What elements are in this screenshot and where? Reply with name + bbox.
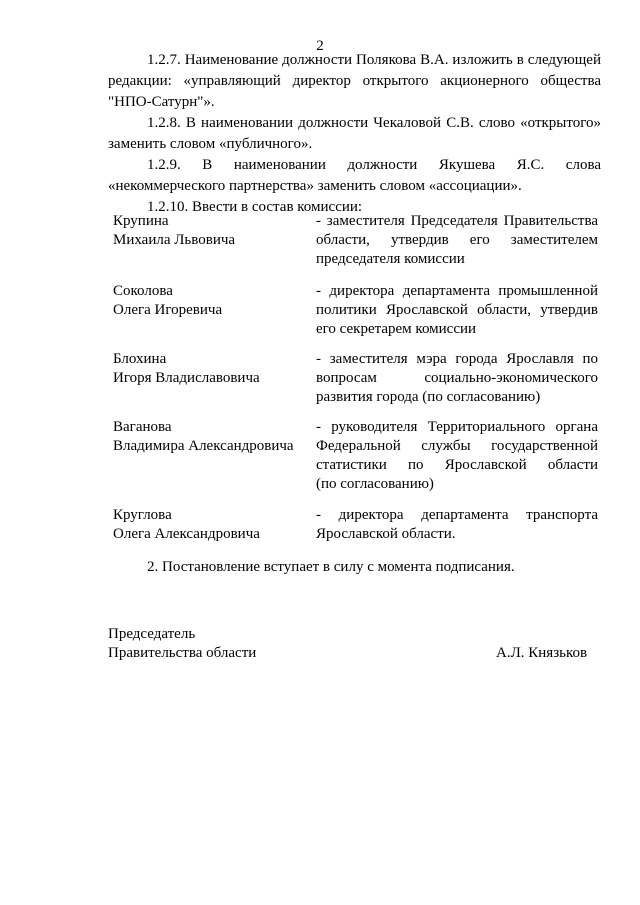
signature-title-line: Председатель — [108, 626, 196, 642]
role-line: его секретарем комиссии — [316, 321, 477, 337]
member-given-name: Владимира Александровича — [113, 438, 294, 454]
member-name — [113, 350, 303, 388]
role-line: политики Ярославской области, утвердив — [316, 302, 598, 318]
member-surname: Крупина — [113, 213, 169, 229]
member-given-name: Игоря Владиславовича — [113, 370, 260, 386]
clause-line: редакции: «управляющий директор открытого акционерного общества — [108, 73, 601, 89]
member-name — [113, 282, 303, 320]
member-name — [113, 506, 303, 544]
role-line: - заместителя мэра города Ярославля по — [316, 351, 598, 367]
signature-title — [108, 625, 256, 663]
clause-line: «некоммерческого партнерства» заменить словом «ассоциации». — [108, 178, 522, 194]
member-given-name: Михаила Львовича — [113, 232, 236, 248]
clause-line: 1.2.8. В наименовании должности Чекаловой С.В. слово «открытого» — [147, 115, 601, 131]
role-line: (по согласованию) — [316, 476, 434, 492]
role-line: вопросам социально-экономического — [316, 370, 598, 386]
signature-title-line: Правительства области — [108, 645, 257, 661]
clause-line: 1.2.9. В наименовании должности Якушева Я.С. слова — [147, 157, 601, 173]
page-number: 2 — [316, 38, 324, 54]
member-surname: Соколова — [113, 283, 173, 299]
role-line: - директора департамента промышленной — [316, 283, 598, 299]
role-line: - директора департамента транспорта — [316, 507, 598, 523]
member-name — [113, 212, 303, 250]
member-surname: Ваганова — [113, 419, 172, 435]
closing-clause: 2. Постановление вступает в силу с момента подписания. — [147, 559, 515, 575]
clause-line: заменить словом «публичного». — [108, 136, 313, 152]
member-role — [316, 350, 598, 407]
clause-line: "НПО-Сатурн"». — [108, 94, 215, 110]
member-surname: Блохина — [113, 351, 167, 367]
role-line: области, утвердив его заместителем — [316, 232, 598, 248]
member-role — [316, 506, 598, 544]
clause-1-2-7 — [108, 50, 601, 113]
role-line: Федеральной службы государственной — [316, 438, 598, 454]
member-role — [316, 282, 598, 339]
clause-1-2-8 — [108, 113, 601, 155]
role-line: - заместителя Председателя Правительства — [316, 213, 598, 229]
role-line: председателя комиссии — [316, 251, 465, 267]
member-role — [316, 418, 598, 494]
clause-line: 1.2.7. Наименование должности Полякова В.А. изложить в следующей — [147, 52, 601, 68]
clause-line: 1.2.10. Ввести в состав комиссии: — [147, 199, 363, 215]
role-line: Ярославской области. — [316, 526, 456, 542]
member-name — [113, 418, 303, 456]
member-surname: Круглова — [113, 507, 172, 523]
role-line: статистики по Ярославской области — [316, 457, 598, 473]
member-given-name: Олега Александровича — [113, 526, 260, 542]
signer-name: А.Л. Князьков — [496, 645, 588, 661]
role-line: развития города (по согласованию) — [316, 389, 541, 405]
member-given-name: Олега Игоревича — [113, 302, 223, 318]
role-line: - руководителя Территориального органа — [316, 419, 598, 435]
member-role — [316, 212, 598, 269]
